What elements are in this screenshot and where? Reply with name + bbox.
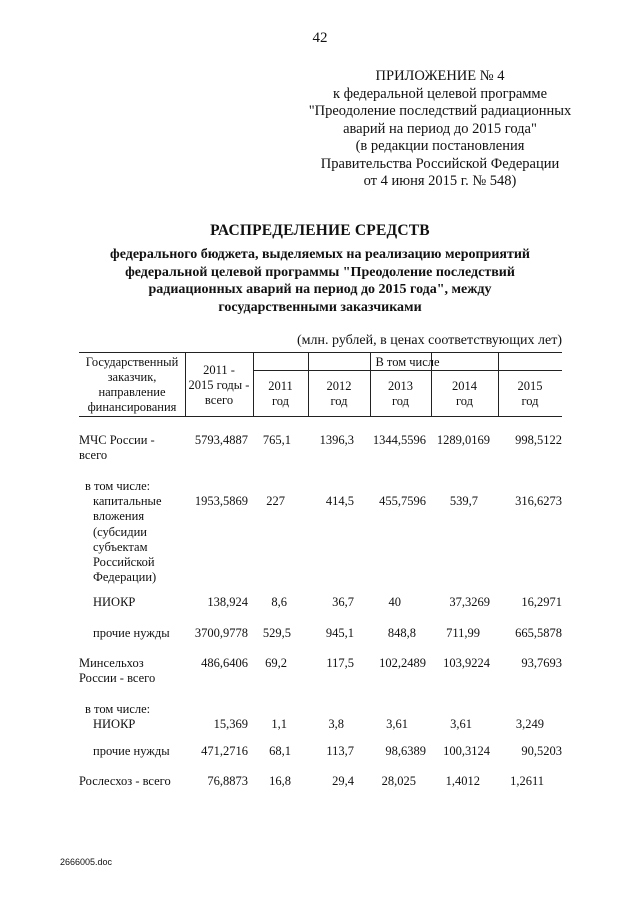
row-value-2015: 93,7693 bbox=[521, 656, 562, 670]
row-value-2015: 316,6273 bbox=[515, 494, 562, 508]
appendix-line: от 4 июня 2015 г. № 548) bbox=[363, 173, 517, 189]
row-value-2014: 100,3124 bbox=[443, 744, 490, 758]
row-value-2015: 998,5122 bbox=[515, 433, 562, 447]
row-value-2011: 68,1 bbox=[269, 744, 291, 758]
subtitle-line: федеральной целевой программы "Преодоление последствий bbox=[125, 264, 515, 280]
row-value-2011: 227 bbox=[266, 494, 285, 508]
row-total: 486,6406 bbox=[201, 656, 248, 670]
row-value-2012: 36,7 bbox=[332, 595, 354, 609]
footer-filename: 2666005.doc bbox=[60, 857, 113, 867]
header-year-2013: 2013 год bbox=[388, 379, 413, 408]
row-value-2012: 3,8 bbox=[328, 717, 344, 731]
appendix-heading bbox=[250, 68, 630, 191]
row-value-2011: 8,6 bbox=[271, 595, 287, 609]
row-total: 3700,9778 bbox=[194, 626, 248, 640]
row-name: МЧС России - всего bbox=[79, 433, 155, 463]
row-total: 138,924 bbox=[207, 595, 248, 609]
row-value-2015: 665,5878 bbox=[515, 626, 562, 640]
row-value-2012: 113,7 bbox=[326, 744, 354, 758]
subtitle-line: федерального бюджета, выделяемых на реализацию мероприятий bbox=[110, 247, 530, 262]
row-value-2015: 16,2971 bbox=[521, 595, 562, 609]
funding-table bbox=[79, 352, 562, 788]
row-value-2014: 1,4012 bbox=[445, 774, 480, 788]
row-name: Минсельхоз России - всего bbox=[79, 656, 156, 686]
row-value-2014: 711,99 bbox=[446, 626, 480, 640]
row-name: прочие нужды bbox=[93, 626, 170, 640]
table-header bbox=[79, 352, 562, 417]
appendix-line: к федеральной целевой программе bbox=[332, 85, 548, 102]
units-note: (млн. рублей, в ценах соответствующих лет) bbox=[297, 333, 562, 348]
row-total: 471,2716 bbox=[201, 744, 248, 758]
row-value-2014: 3,61 bbox=[450, 717, 472, 731]
row-name: Рослесхоз - всего bbox=[79, 774, 171, 788]
row-value-2013: 98,6389 bbox=[385, 744, 426, 758]
row-value-2015: 1,2611 bbox=[510, 774, 544, 788]
row-value-2015: 3,249 bbox=[515, 717, 544, 731]
row-name: в том числе: НИОКР bbox=[85, 702, 151, 732]
row-value-2011: 1,1 bbox=[271, 717, 287, 731]
header-including: В том числе bbox=[375, 355, 440, 369]
row-value-2013: 28,025 bbox=[381, 774, 416, 788]
document-subtitle bbox=[70, 246, 570, 316]
row-value-2015: 90,5203 bbox=[521, 744, 562, 758]
row-value-2011: 16,8 bbox=[269, 774, 291, 788]
row-value-2011: 529,5 bbox=[262, 626, 291, 640]
row-total: 5793,4887 bbox=[194, 433, 248, 447]
document-title: РАСПРЕДЕЛЕНИЕ СРЕДСТВ bbox=[210, 222, 430, 239]
row-name: прочие нужды bbox=[93, 744, 170, 758]
appendix-line: аварий на период до 2015 года" bbox=[343, 120, 537, 137]
row-value-2013: 848,8 bbox=[387, 626, 416, 640]
row-value-2014: 103,9224 bbox=[443, 656, 490, 670]
row-value-2014: 37,3269 bbox=[449, 595, 490, 609]
appendix-line: Правительства Российской Федерации bbox=[320, 155, 560, 172]
subtitle-line: государственными заказчиками bbox=[218, 299, 422, 315]
appendix-line: ПРИЛОЖЕНИЕ № 4 bbox=[375, 68, 505, 84]
row-value-2013: 102,2489 bbox=[379, 656, 426, 670]
header-customer: Государственный заказчик, направление финансирования bbox=[85, 355, 179, 414]
row-value-2012: 945,1 bbox=[325, 626, 354, 640]
row-value-2014: 1289,0169 bbox=[436, 433, 490, 447]
row-value-2012: 117,5 bbox=[326, 656, 354, 670]
row-value-2012: 1396,3 bbox=[319, 433, 354, 447]
row-name: НИОКР bbox=[93, 595, 136, 609]
row-value-2013: 3,61 bbox=[386, 717, 408, 731]
row-total: 1953,5869 bbox=[194, 494, 248, 508]
row-total: 15,369 bbox=[213, 717, 248, 731]
row-value-2012: 29,4 bbox=[332, 774, 354, 788]
row-value-2013: 1344,5596 bbox=[372, 433, 426, 447]
row-value-2014: 539,7 bbox=[449, 494, 478, 508]
row-value-2011: 69,2 bbox=[265, 656, 287, 670]
row-name: в том числе: капитальные вложения (субсидии субъектам Российской Федерации) bbox=[85, 479, 162, 585]
header-year-2015: 2015 год bbox=[517, 379, 543, 408]
row-value-2012: 414,5 bbox=[325, 494, 354, 508]
row-value-2013: 455,7596 bbox=[379, 494, 426, 508]
header-total: 2011 - 2015 годы - всего bbox=[188, 363, 250, 407]
row-value-2013: 40 bbox=[388, 595, 401, 609]
header-year-2012: 2012 год bbox=[326, 379, 352, 408]
subtitle-line: радиационных аварий на период до 2015 года", между bbox=[148, 282, 492, 297]
page-number: 42 bbox=[312, 30, 328, 46]
row-value-2011: 765,1 bbox=[262, 433, 291, 447]
header-year-2011: 2011 год bbox=[268, 379, 293, 408]
header-year-2014: 2014 год bbox=[452, 379, 477, 408]
appendix-line: (в редакции постановления bbox=[355, 138, 525, 154]
appendix-line: "Преодоление последствий радиационных bbox=[308, 103, 572, 119]
row-total: 76,8873 bbox=[207, 774, 248, 788]
